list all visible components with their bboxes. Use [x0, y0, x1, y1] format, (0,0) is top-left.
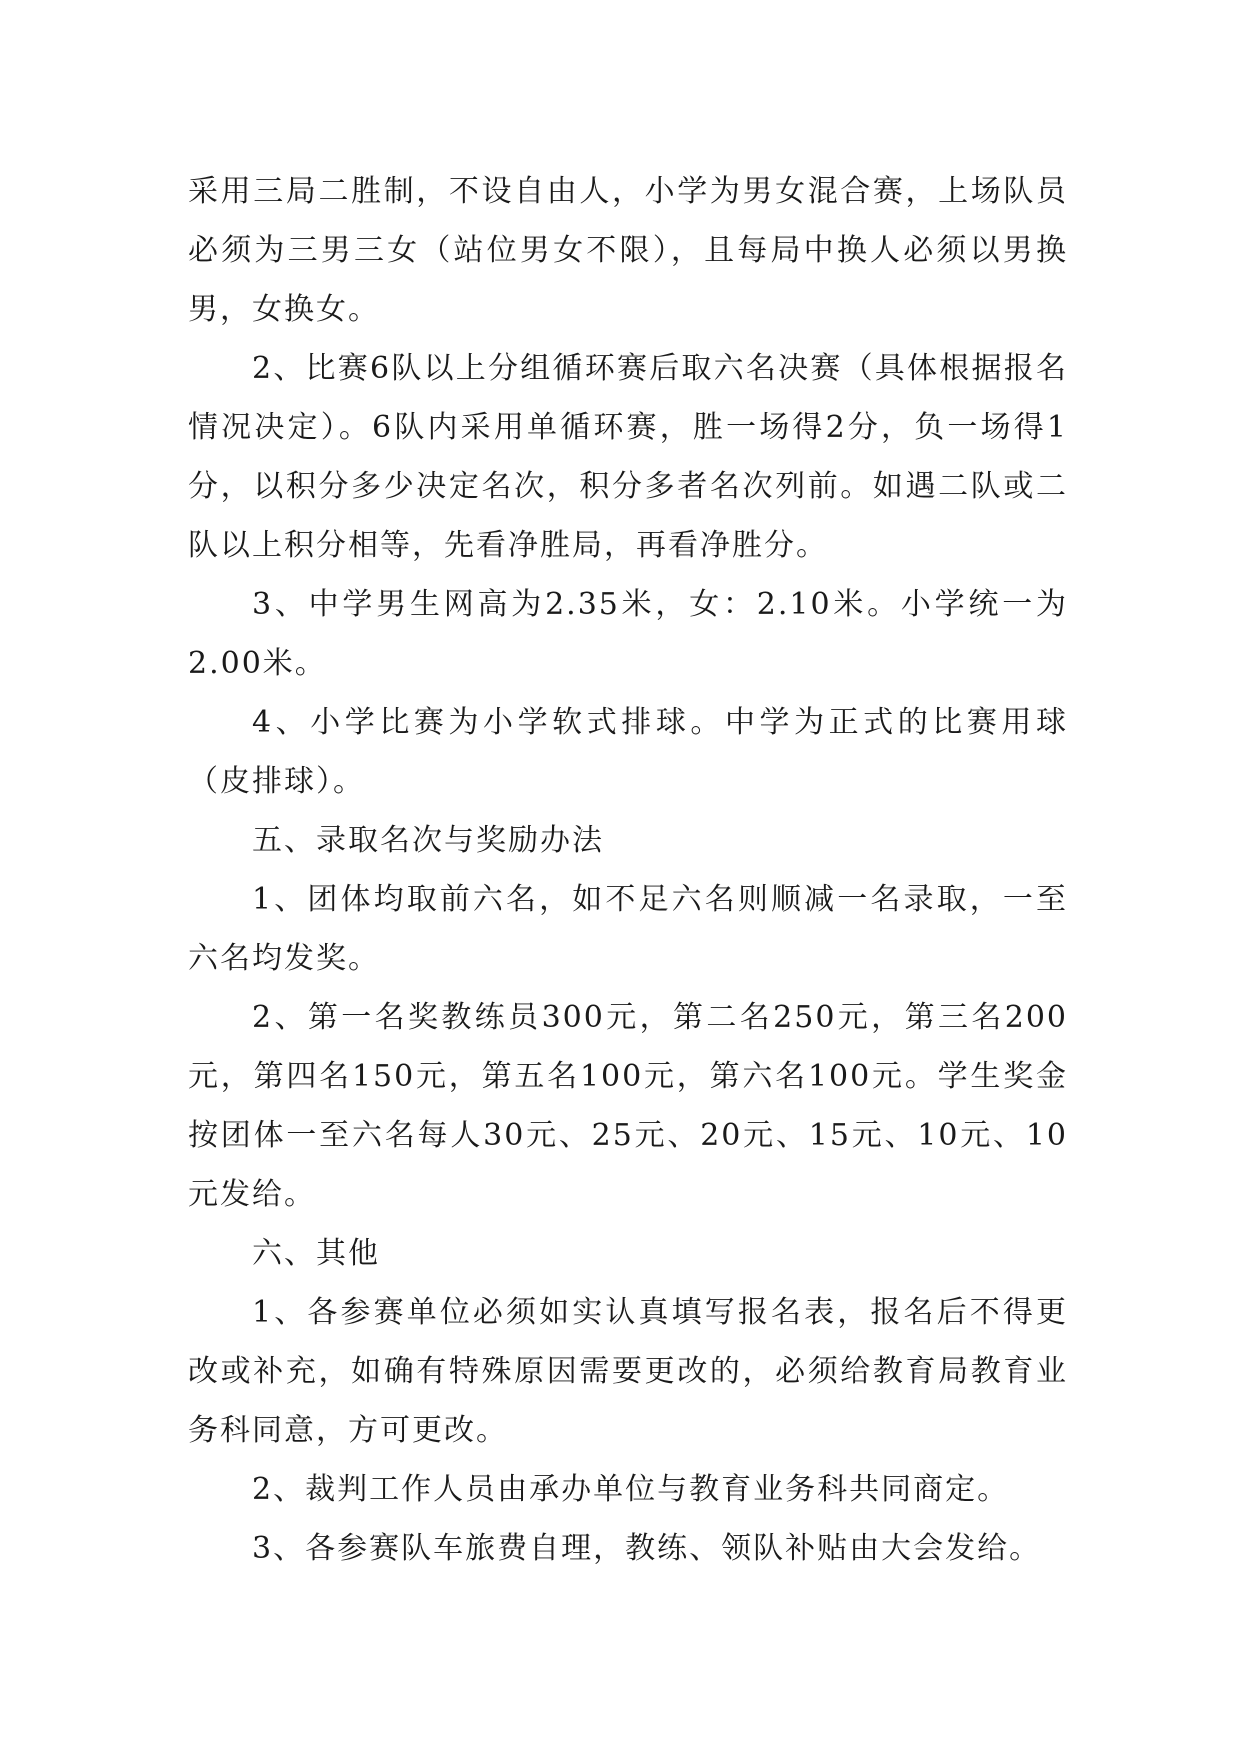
section-heading-other: 六、其他 [252, 1236, 380, 1271]
paragraph-rule-4: 4、小学比赛为小学软式排球。中学为正式的比赛用球（皮排球）。 [188, 705, 1068, 799]
paragraph-award-1: 1、团体均取前六名，如不足六名则顺减一名录取，一至六名均发奖。 [188, 882, 1068, 976]
paragraph-other-2: 2、裁判工作人员由承办单位与教育业务科共同商定。 [252, 1472, 1010, 1507]
paragraph-award-2: 2、第一名奖教练员300元，第二名250元，第三名200元，第四名150元，第五名100元，第六名100元。学生奖金按团体一至六名每人30元、25元、20元、15元、10元、10元发给。 [188, 1000, 1068, 1212]
paragraph-rule-3: 3、中学男生网高为2.35米，女：2.10米。小学统一为2.00米。 [188, 587, 1068, 681]
document-body [188, 162, 1068, 1578]
paragraph-rule-2: 2、比赛6队以上分组循环赛后取六名决赛（具体根据报名情况决定）。6队内采用单循环赛，胜一场得2分，负一场得1分，以积分多少决定名次，积分多者名次列前。如遇二队或二队以上积分相等，先看净胜局，再看净胜分。 [188, 351, 1068, 563]
section-heading-awards: 五、录取名次与奖励办法 [252, 823, 604, 858]
paragraph-other-1: 1、各参赛单位必须如实认真填写报名表，报名后不得更改或补充，如确有特殊原因需要更改的，必须给教育局教育业务科同意，方可更改。 [188, 1295, 1068, 1448]
paragraph-other-3: 3、各参赛队车旅费自理，教练、领队补贴由大会发给。 [252, 1531, 1042, 1566]
paragraph-rules-continuation: 采用三局二胜制，不设自由人，小学为男女混合赛，上场队员必须为三男三女（站位男女不限），且每局中换人必须以男换男，女换女。 [188, 174, 1068, 327]
